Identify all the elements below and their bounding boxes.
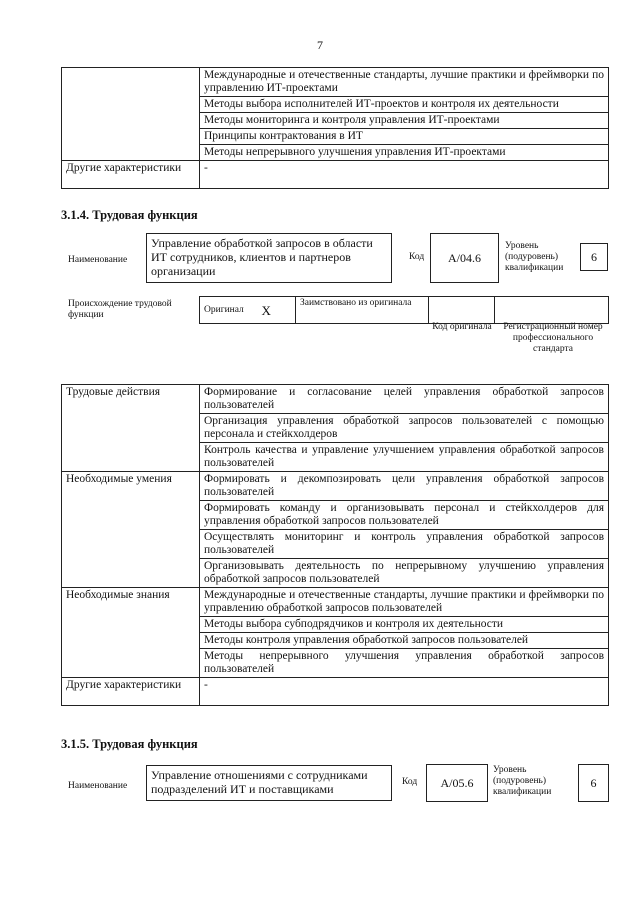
function-name-value: Управление отношениями с сотрудниками подразделений ИТ и поставщиками — [151, 768, 368, 796]
other-characteristics-label: Другие характеристики — [62, 161, 200, 189]
code-original-cell — [429, 297, 495, 324]
code-label: Код — [402, 777, 418, 787]
action-item: Контроль качества и управление улучшением управления обработкой запросов пользователей — [200, 443, 609, 472]
borrowed-label: Заимствовано из оригинала — [296, 297, 429, 324]
knowledge-item: Методы мониторинга и контроля управления ИТ-проектами — [200, 113, 609, 129]
code-original-caption: Код оригинала — [432, 322, 492, 332]
skill-item: Формировать команду и организовывать персонал и стейкхолдеров для управления обработкой запросов пользователей — [200, 501, 609, 530]
function-name-value: Управление обработкой запросов в области ИТ сотрудников, клиентов и партнеров организации — [151, 236, 373, 278]
function-name-box — [146, 765, 392, 801]
knowledge-item: Принципы контрактования в ИТ — [200, 129, 609, 145]
group-label-knowledge: Необходимые знания — [62, 588, 200, 678]
skill-item: Формировать и декомпозировать цели управления обработкой запросов пользователей — [200, 472, 609, 501]
top-table — [61, 67, 609, 189]
qualification-level-box — [578, 764, 609, 802]
other-characteristics-value: - — [200, 161, 609, 189]
original-mark: X — [258, 297, 296, 324]
original-label: Оригинал — [200, 297, 258, 324]
section-heading-314: 3.1.4. Трудовая функция — [61, 208, 198, 222]
knowledge-item: Методы контроля управления обработкой запросов пользователей — [200, 633, 609, 649]
knowledge-item: Международные и отечественные стандарты, лучшие практики и фреймворки по управлению обработкой запросов пользователей — [200, 588, 609, 617]
knowledge-item: Методы непрерывного улучшения управления ИТ-проектами — [200, 145, 609, 161]
page-number: 7 — [317, 38, 323, 52]
qualification-level-value: 6 — [590, 776, 597, 790]
function-name-box — [146, 233, 392, 283]
code-label: Код — [409, 252, 425, 262]
main-table — [61, 384, 609, 706]
function-code-value: A/04.6 — [448, 251, 481, 265]
action-item: Организация управления обработкой запросов пользователей с помощью персонала и стейкхолдеров — [200, 414, 609, 443]
reg-number-caption: Регистрационный номер профессионального стандарта — [503, 322, 603, 354]
other-characteristics-value: - — [200, 678, 609, 706]
function-code-box — [426, 764, 488, 802]
origin-table — [199, 296, 609, 324]
skill-item: Организовывать деятельность по непрерывному улучшению управления обработкой запросов пользователей — [200, 559, 609, 588]
qualification-level-value: 6 — [591, 250, 597, 264]
qualification-level-label: Уровень (подуровень) квалификации — [493, 765, 552, 797]
name-label: Наименование — [68, 255, 128, 265]
action-item: Формирование и согласование целей управления обработкой запросов пользователей — [200, 385, 609, 414]
qualification-level-box — [580, 243, 608, 271]
skill-item: Осуществлять мониторинг и контроль управления обработкой запросов пользователей — [200, 530, 609, 559]
name-label: Наименование — [68, 781, 128, 791]
group-label-skills: Необходимые умения — [62, 472, 200, 588]
group-label-actions: Трудовые действия — [62, 385, 200, 472]
knowledge-item: Международные и отечественные стандарты, лучшие практики и фреймворки по управлению ИТ-проектами — [200, 68, 609, 97]
reg-number-cell — [495, 297, 609, 324]
section-heading-315: 3.1.5. Трудовая функция — [61, 737, 198, 751]
other-characteristics-label: Другие характеристики — [62, 678, 200, 706]
qualification-level-label: Уровень (подуровень) квалификации — [505, 241, 564, 273]
top-table-empty-cell — [62, 68, 200, 161]
knowledge-item: Методы непрерывного улучшения управления обработкой запросов пользователей — [200, 649, 609, 678]
knowledge-item: Методы выбора субподрядчиков и контроля их деятельности — [200, 617, 609, 633]
function-code-box — [430, 233, 499, 283]
knowledge-item: Методы выбора исполнителей ИТ-проектов и контроля их деятельности — [200, 97, 609, 113]
origin-label: Происхождение трудовой функции — [68, 299, 172, 320]
function-code-value: A/05.6 — [440, 776, 474, 790]
